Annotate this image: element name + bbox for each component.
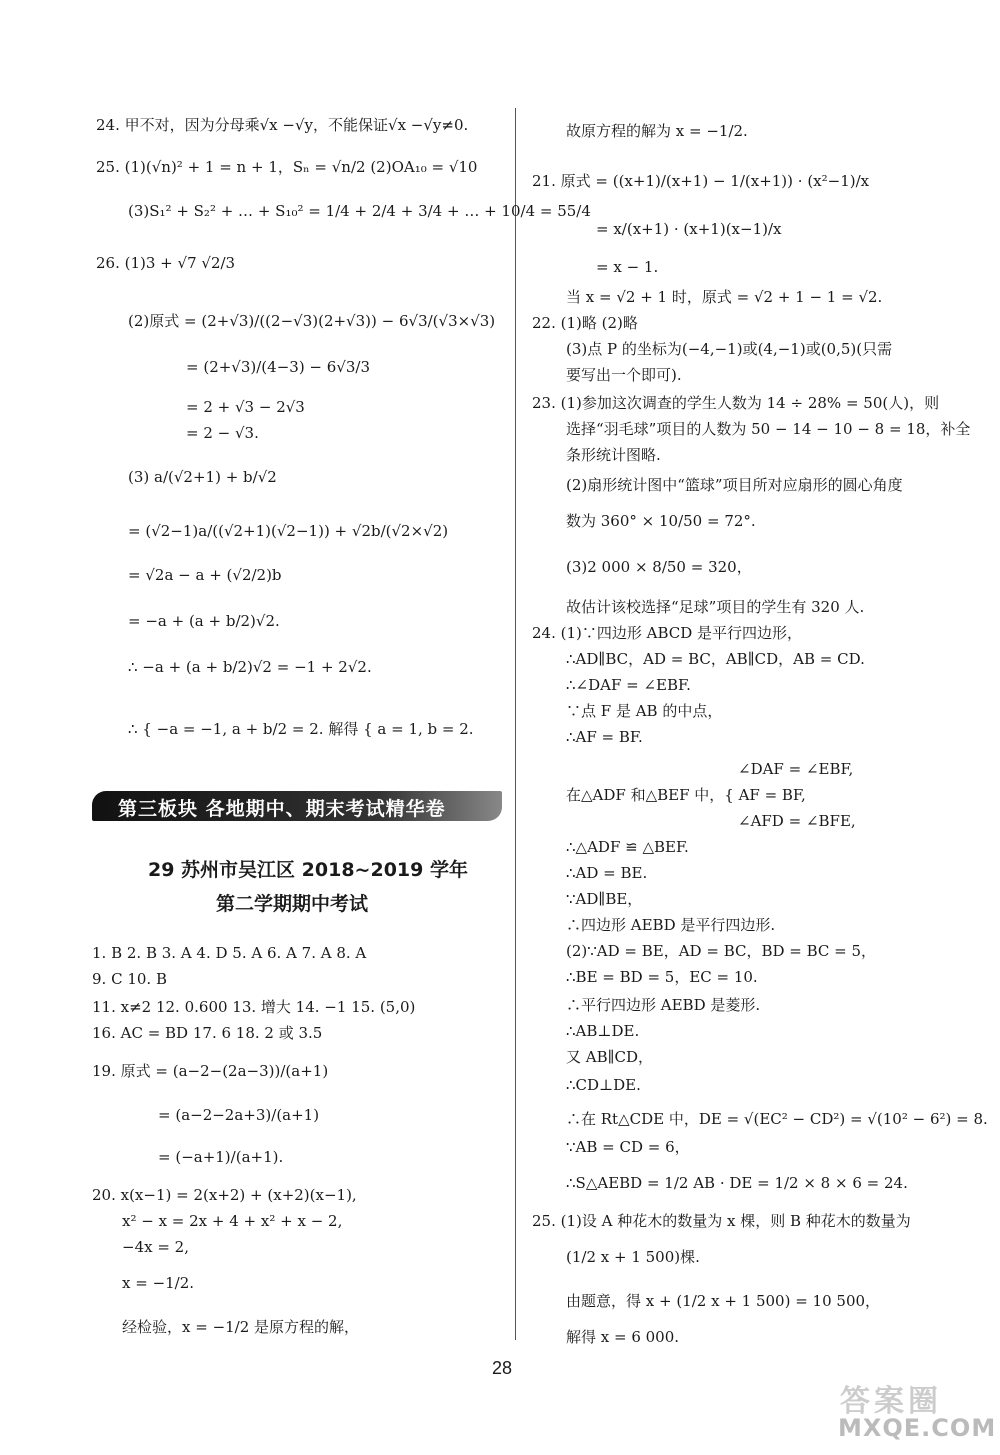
answer-line: ∴ { −a = −1, a + b/2 = 2. 解得 { a = 1, b = 2. [128, 720, 474, 738]
answer-line: 选择“羽毛球”项目的人数为 50 − 14 − 10 − 8 = 18，补全 [566, 420, 971, 438]
answer-line: 要写出一个即可). [566, 366, 682, 384]
answer-line: ∴AD∥BC，AD = BC，AB∥CD，AB = CD. [566, 650, 865, 668]
answer-line: 解得 x = 6 000. [566, 1328, 680, 1346]
answer-line: 11. x≠2 12. 0.600 13. 增大 14. −1 15. (5,0) [92, 998, 416, 1016]
answer-line: 又 AB∥CD， [566, 1048, 654, 1066]
answer-line: 条形统计图略. [566, 446, 661, 464]
answer-line: ∴AD = BE. [566, 864, 648, 882]
answer-line: ∵AB = CD = 6， [566, 1138, 690, 1156]
answer-line: ∴CD⊥DE. [566, 1076, 641, 1094]
answer-line: = −a + (a + b/2)√2. [128, 612, 280, 630]
answer-line: ∴AF = BF. [566, 728, 643, 746]
watermark-top-text: 答案圈 [840, 1384, 942, 1419]
answer-line: 24. (1)∵四边形 ABCD 是平行四边形， [532, 624, 803, 642]
answer-line: = x − 1. [596, 258, 659, 276]
answer-line: (2)扇形统计图中“篮球”项目所对应扇形的圆心角度 [566, 476, 903, 494]
answer-line: x² − x = 2x + 4 + x² + x − 2, [122, 1212, 343, 1230]
answer-line: 在△ADF 和△BEF 中，{ AF = BF, [566, 786, 806, 804]
answer-line: 16. AC = BD 17. 6 18. 2 或 3.5 [92, 1024, 323, 1042]
answer-line: = x/(x+1) · (x+1)(x−1)/x [596, 220, 782, 238]
answer-line: (3)点 P 的坐标为(−4,−1)或(4,−1)或(0,5)(只需 [566, 340, 893, 358]
section-band-title: 第三板块 各地期中、期末考试精华卷 [118, 798, 446, 820]
answer-line: ∴AB⊥DE. [566, 1022, 640, 1040]
answer-line: ∴在 Rt△CDE 中，DE = √(EC² − CD²) = √(10² − 6²) = 8. [566, 1110, 988, 1128]
answer-line: = (−a+1)/(a+1). [158, 1148, 284, 1166]
answer-line: = 2 − √3. [186, 424, 259, 442]
answer-line: ∵点 F 是 AB 的中点， [566, 702, 723, 720]
watermark-logo [832, 1376, 997, 1448]
answer-line: (1/2 x + 1 500)棵. [566, 1248, 700, 1266]
answer-line: 25. (1)设 A 种花木的数量为 x 棵，则 B 种花木的数量为 [532, 1212, 911, 1230]
answer-line: ∴ −a + (a + b/2)√2 = −1 + 2√2. [128, 658, 372, 676]
answer-line: (3)2 000 × 8/50 = 320， [566, 558, 752, 576]
answer-line: ∴平行四边形 AEBD 是菱形. [566, 996, 761, 1014]
answer-line: (3)S₁² + S₂² + … + S₁₀² = 1/4 + 2/4 + 3/4 + … + 10/4 = 55/4 [128, 202, 591, 220]
answer-line: = 2 + √3 − 2√3 [186, 398, 305, 416]
answer-line: = √2a − a + (√2/2)b [128, 566, 282, 584]
column-divider [515, 108, 516, 1340]
answer-line: = (√2−1)a/((√2+1)(√2−1)) + √2b/(√2×√2) [128, 522, 449, 540]
exam-heading-line1: 29 苏州市吴江区 2018~2019 学年 [148, 859, 468, 881]
answer-line: ∠AFD = ∠BFE, [738, 812, 856, 830]
answer-line: = (a−2−2a+3)/(a+1) [158, 1106, 320, 1124]
answer-line: ∴BE = BD = 5，EC = 10. [566, 968, 758, 986]
answer-line: 26. (1)3 + √7 √2/3 [96, 254, 236, 272]
answer-line: 20. x(x−1) = 2(x+2) + (x+2)(x−1), [92, 1186, 357, 1204]
answer-line: ∴∠DAF = ∠EBF. [566, 676, 691, 694]
answer-line: ∵AD∥BE， [566, 890, 643, 908]
answer-line: (2)原式 = (2+√3)/((2−√3)(2+√3)) − 6√3/(√3×√3) [128, 312, 496, 330]
answer-line: ∠DAF = ∠EBF, [738, 760, 854, 778]
answer-line: 由题意，得 x + (1/2 x + 1 500) = 10 500， [566, 1292, 881, 1310]
answer-line: x = −1/2. [122, 1274, 195, 1292]
watermark-bottom-text: MXQE.COM [838, 1414, 997, 1442]
answer-line: 9. C 10. B [92, 970, 167, 988]
answer-line: 数为 360° × 10/50 = 72°. [566, 512, 756, 530]
answer-line: 21. 原式 = ((x+1)/(x+1) − 1/(x+1)) · (x²−1)/x [532, 172, 870, 190]
answer-line: 24. 甲不对，因为分母乘√x −√y，不能保证√x −√y≠0. [96, 116, 469, 134]
answer-line: 19. 原式 = (a−2−(2a−3))/(a+1) [92, 1062, 329, 1080]
answer-line: (3) a/(√2+1) + b/√2 [128, 468, 277, 486]
answer-line: (2)∵AD = BE，AD = BC，BD = BC = 5， [566, 942, 877, 960]
answer-line: ∴四边形 AEBD 是平行四边形. [566, 916, 776, 934]
answer-line: 当 x = √2 + 1 时，原式 = √2 + 1 − 1 = √2. [566, 288, 883, 306]
exam-heading-line2: 第二学期期中考试 [216, 893, 369, 915]
answer-line: 1. B 2. B 3. A 4. D 5. A 6. A 7. A 8. A [92, 944, 367, 962]
answer-line: −4x = 2, [122, 1238, 189, 1256]
answer-line: 故估计该校选择“足球”项目的学生有 320 人. [566, 598, 865, 616]
answer-line: 25. (1)(√n)² + 1 = n + 1，Sₙ = √n/2 (2)OA₁₀ = √10 [96, 158, 478, 176]
answer-line: 经检验，x = −1/2 是原方程的解， [122, 1318, 360, 1336]
answer-line: ∴△ADF ≌ △BEF. [566, 838, 689, 856]
answer-line: = (2+√3)/(4−3) − 6√3/3 [186, 358, 371, 376]
answer-line: 22. (1)略 (2)略 [532, 314, 638, 332]
answer-line: 故原方程的解为 x = −1/2. [566, 122, 748, 140]
answer-line: 23. (1)参加这次调查的学生人数为 14 ÷ 28% = 50(人)，则 [532, 394, 940, 412]
section-band [92, 791, 502, 821]
answer-line: ∴S△AEBD = 1/2 AB · DE = 1/2 × 8 × 6 = 24. [566, 1174, 908, 1192]
page-number: 28 [492, 1358, 513, 1378]
